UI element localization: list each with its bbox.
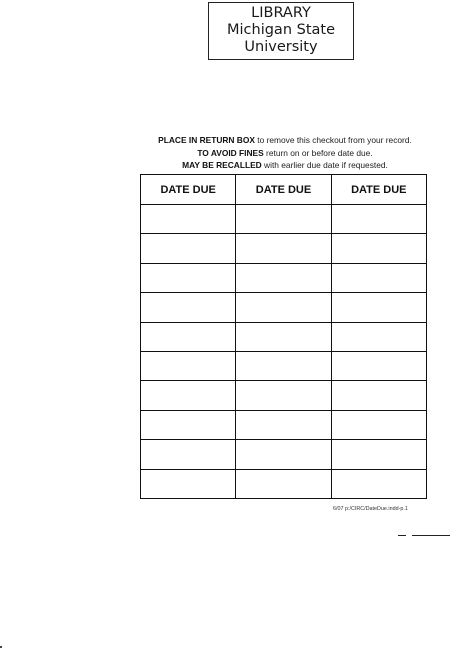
date-due-row	[141, 469, 427, 498]
date-due-cell	[331, 205, 426, 234]
date-due-cell	[141, 351, 236, 380]
date-due-cell	[141, 410, 236, 439]
date-due-cell	[141, 322, 236, 351]
date-due-cell	[141, 381, 236, 410]
date-due-cell	[141, 234, 236, 263]
date-due-header-row	[141, 175, 427, 205]
notice-return-bold: PLACE IN RETURN BOX	[158, 135, 255, 145]
date-due-cell	[236, 351, 331, 380]
stamp-line-institution: Michigan State	[227, 22, 335, 38]
date-due-cell	[331, 234, 426, 263]
date-due-header: DATE DUE	[331, 175, 426, 205]
date-due-cell	[236, 263, 331, 292]
notice-fines-text: return on or before date due.	[263, 147, 373, 158]
notice-recall-bold: MAY BE RECALLED	[182, 160, 262, 171]
return-notice	[130, 134, 440, 172]
date-due-cell	[141, 440, 236, 469]
notice-return-text: to remove this checkout from your record.	[254, 135, 412, 145]
date-due-cell	[236, 440, 331, 469]
date-due-cell	[331, 381, 426, 410]
date-due-row	[141, 381, 427, 410]
scan-mark	[412, 535, 450, 536]
notice-fines-bold: TO AVOID FINES	[197, 147, 264, 158]
date-due-row	[141, 322, 427, 351]
date-due-row	[141, 440, 427, 469]
date-due-header: DATE DUE	[141, 175, 236, 205]
date-due-table	[140, 174, 427, 499]
date-due-cell	[331, 440, 426, 469]
scan-speck	[0, 646, 2, 648]
date-due-row	[141, 410, 427, 439]
date-due-cell	[331, 469, 426, 498]
date-due-cell	[331, 293, 426, 322]
stamp-line-library: LIBRARY	[251, 5, 311, 21]
scan-mark	[398, 535, 406, 536]
notice-line-fines	[130, 147, 440, 160]
date-due-body	[141, 205, 427, 499]
date-due-row	[141, 293, 427, 322]
notice-line-return	[130, 134, 440, 147]
date-due-cell	[141, 205, 236, 234]
date-due-cell	[141, 263, 236, 292]
form-code: 6/07 p:/CIRC/DateDue.indd-p.1	[333, 506, 408, 512]
date-due-cell	[236, 322, 331, 351]
date-due-cell	[236, 234, 331, 263]
date-due-cell	[236, 469, 331, 498]
date-due-row	[141, 351, 427, 380]
notice-recall-text: with earlier due date if requested.	[261, 160, 388, 171]
notice-line-recall	[130, 159, 440, 172]
date-due-cell	[236, 293, 331, 322]
date-due-cell	[141, 293, 236, 322]
date-due-cell	[331, 322, 426, 351]
date-due-cell	[141, 469, 236, 498]
date-due-cell	[236, 381, 331, 410]
date-due-row	[141, 234, 427, 263]
date-due-cell	[331, 410, 426, 439]
date-due-row	[141, 205, 427, 234]
date-due-header: DATE DUE	[236, 175, 331, 205]
date-due-cell	[236, 410, 331, 439]
stamp-line-university: University	[244, 39, 318, 55]
date-due-cell	[331, 351, 426, 380]
date-due-row	[141, 263, 427, 292]
library-stamp	[208, 2, 354, 60]
date-due-cell	[236, 205, 331, 234]
date-due-cell	[331, 263, 426, 292]
